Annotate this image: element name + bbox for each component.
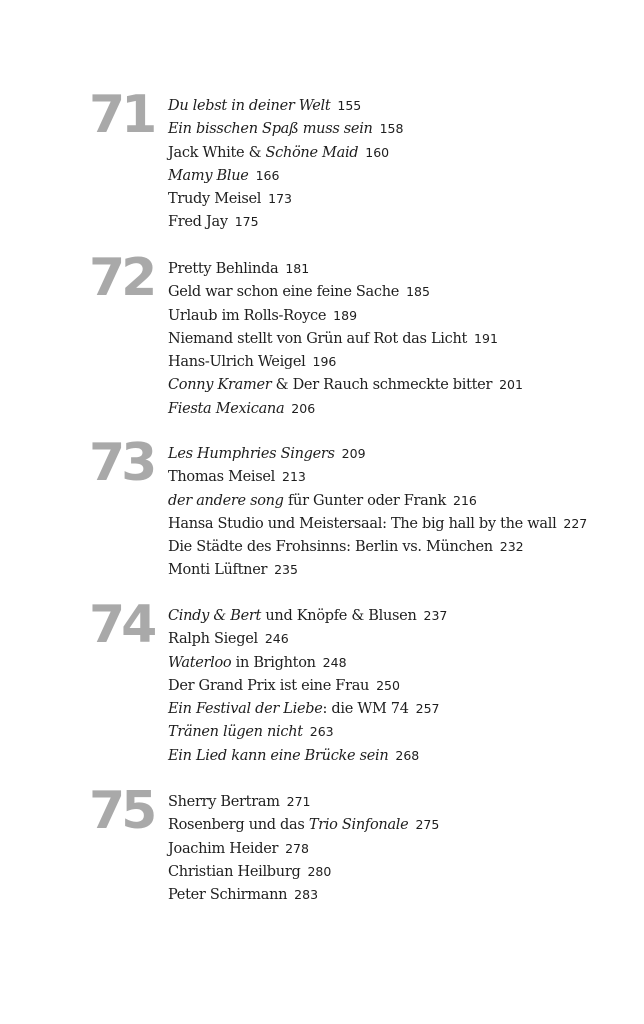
entry-title: Die Städte des Frohsinns: Berlin vs. München	[168, 539, 493, 555]
entry-title-italic: Waterloo	[168, 654, 232, 671]
page-number: 275	[415, 817, 440, 833]
toc-entry	[168, 164, 403, 187]
entry-title: Urlaub im Rolls-Royce	[168, 307, 327, 324]
toc-entry	[168, 744, 447, 767]
page-number: 232	[499, 539, 524, 554]
page-number: 160	[365, 144, 390, 160]
entry-list	[168, 442, 587, 582]
toc-entry	[168, 697, 447, 720]
toc-entry	[168, 489, 587, 512]
page-number: 155	[337, 98, 362, 113]
toc-entry	[168, 373, 523, 396]
toc-entry	[168, 94, 403, 117]
entry-title: Christian Heilburg	[168, 863, 301, 880]
toc-entry	[168, 860, 439, 883]
toc-entry	[168, 141, 403, 164]
entry-title: Der Grand Prix ist eine Frau	[168, 677, 370, 694]
page-number: 235	[274, 562, 298, 578]
entry-list	[168, 257, 523, 420]
toc-entry	[168, 280, 523, 303]
entry-title-italic: Du lebst in deiner Welt	[168, 98, 331, 114]
page-number: 209	[341, 446, 366, 461]
page-number: 280	[307, 863, 332, 879]
entry-title: Sherry Bertram	[168, 794, 280, 810]
page-number: 158	[379, 121, 404, 137]
entry-title-italic: Ein Lied kann eine Brücke sein	[168, 747, 389, 764]
entry-title: Ralph Siegel	[168, 631, 258, 648]
toc-entry	[168, 720, 447, 743]
entry-title-italic: der andere song	[168, 492, 284, 509]
entry-title: Hansa Studio und Meistersaal: The big hall by the wall	[168, 515, 557, 532]
page-number: 201	[499, 377, 523, 393]
entry-title-italic: Ein bisschen Spaß muss sein	[168, 121, 373, 138]
entry-title-italic: Fiesta Mexicana	[168, 400, 285, 417]
entry-title-italic: Mamy Blue	[168, 167, 249, 184]
toc-entry	[168, 535, 587, 558]
entry-title: Joachim Heider	[168, 840, 279, 857]
page-number: 206	[291, 400, 316, 416]
toc-entry	[168, 187, 403, 210]
toc-entry	[168, 813, 439, 836]
toc-entry	[168, 327, 523, 350]
entry-title: : die WM 74	[322, 701, 409, 717]
page-number: 173	[268, 191, 293, 206]
toc-entry	[168, 883, 439, 906]
page-number: 248	[322, 654, 347, 670]
entry-list	[168, 94, 403, 234]
page-number: 185	[406, 284, 430, 300]
toc-entry	[168, 512, 587, 535]
entry-title: in Brighton	[231, 654, 316, 671]
entry-title: für Gunter oder Frank	[283, 492, 447, 509]
page-number: 181	[285, 261, 310, 276]
toc-entry	[168, 442, 587, 465]
toc-entry	[168, 257, 523, 280]
page-number: 196	[312, 354, 337, 369]
entry-title: Thomas Meisel	[168, 469, 276, 486]
entry-list	[168, 790, 439, 906]
toc-entry	[168, 837, 439, 860]
page-number: 268	[395, 747, 420, 763]
toc-entry	[168, 674, 447, 697]
toc-entry	[168, 790, 439, 813]
entry-title: Trudy Meisel	[168, 191, 262, 207]
entry-title: Pretty Behlinda	[168, 261, 279, 277]
toc-entry	[168, 350, 523, 373]
toc-entry	[168, 604, 447, 627]
entry-title-italic: Ein Festival der Liebe	[168, 701, 323, 717]
year-heading: 73	[89, 433, 154, 493]
toc-entry	[168, 558, 587, 581]
entry-list	[168, 604, 447, 767]
year-heading: 72	[89, 248, 154, 308]
year-heading: 74	[89, 595, 154, 655]
toc-entry	[168, 117, 403, 140]
page-number: 166	[255, 167, 280, 183]
page-number: 237	[423, 608, 448, 623]
entry-title: und Knöpfe & Blusen	[261, 608, 417, 624]
page-number: 257	[415, 701, 440, 716]
entry-title: Hans-Ulrich Weigel	[168, 354, 306, 370]
page-number: 278	[285, 840, 309, 856]
entry-title-italic: Trio Sinfonale	[308, 817, 409, 834]
entry-title: Jack White &	[168, 144, 266, 161]
toc-entry	[168, 627, 447, 650]
page-number: 271	[286, 794, 311, 809]
page-number: 246	[264, 631, 289, 647]
entry-title: Fred Jay	[168, 214, 228, 231]
page-number: 189	[333, 307, 358, 323]
toc-entry	[168, 397, 523, 420]
page-number: 227	[563, 515, 588, 531]
toc-entry	[168, 210, 403, 233]
entry-title-italic: Conny Kramer	[168, 377, 272, 394]
page-number: 191	[474, 330, 498, 346]
year-heading: 71	[89, 85, 154, 145]
page-number: 213	[282, 469, 306, 485]
entry-title: & Der Rauch schmeckte bitter	[271, 377, 493, 394]
entry-title-italic: Cindy & Bert	[168, 608, 262, 624]
toc-entry	[168, 465, 587, 488]
entry-title-italic: Tränen lügen nicht	[168, 724, 303, 741]
entry-title: Peter Schirmann	[168, 887, 288, 903]
page-number: 216	[453, 492, 477, 508]
page-number: 175	[234, 214, 259, 230]
page-number: 263	[309, 724, 334, 740]
entry-title: Monti Lüftner	[168, 562, 268, 579]
entry-title: Geld war schon eine feine Sache	[168, 284, 400, 301]
toc-entry	[168, 651, 447, 674]
toc-entry	[168, 304, 523, 327]
year-heading: 75	[89, 781, 154, 841]
entry-title-italic: Schöne Maid	[265, 144, 359, 161]
page-number: 283	[294, 887, 319, 902]
page-number: 250	[376, 677, 400, 693]
entry-title: Rosenberg und das	[168, 817, 309, 834]
entry-title-italic: Les Humphries Singers	[168, 446, 335, 462]
entry-title: Niemand stellt von Grün auf Rot das Licht	[168, 330, 468, 347]
